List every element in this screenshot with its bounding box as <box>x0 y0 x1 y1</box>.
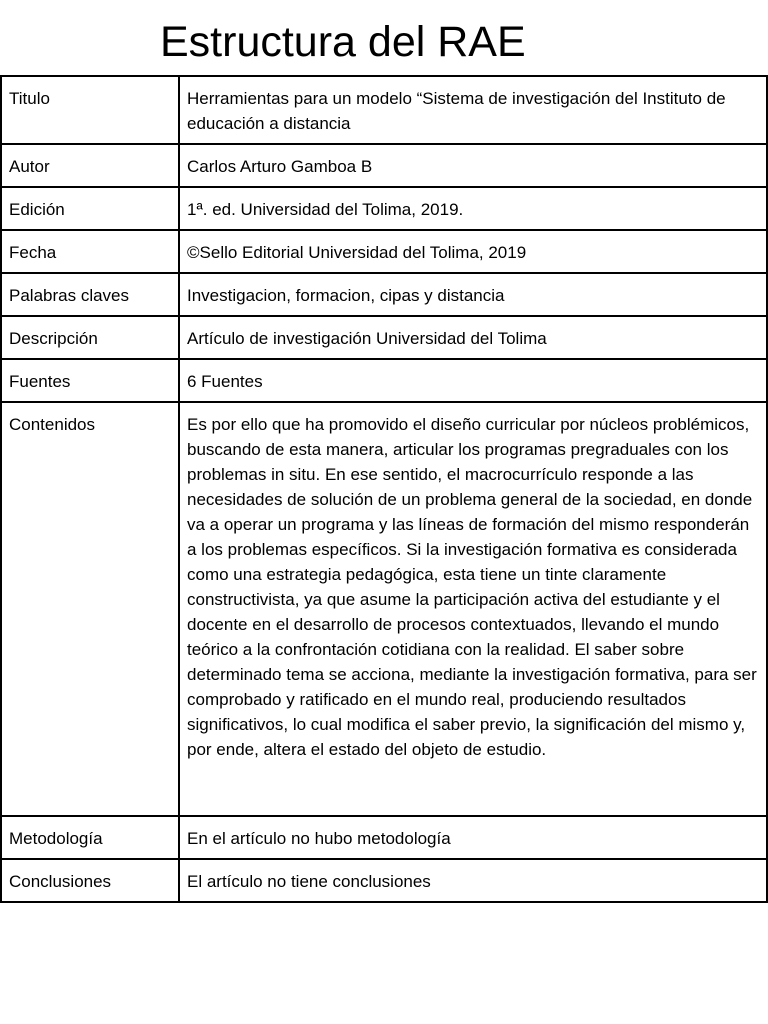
rae-table <box>0 75 768 903</box>
table-row-conclusiones <box>1 859 767 902</box>
row-label-fecha: Fecha <box>1 230 179 273</box>
row-value-contenidos: Es por ello que ha promovido el diseño curricular por núcleos problémicos, buscando de esta manera, articular los programas pregraduales con los problemas in situ. En ese sentido, el macrocurrículo responde a las necesidades de solución de un problema general de la sociedad, en donde va a operar un programa y las líneas de formación del mismo responderán a los problemas específicos. Si la investigación formativa es considerada como una estrategia pedagógica, esta tiene un tinte claramente constructivista, ya que asume la participación activa del estudiante y el docente en el desarrollo de procesos contextuados, llevando el mundo teórico a la confrontación cotidiana con la realidad. El saber sobre determinado tema se acciona, mediante la investigación formativa, para ser comprobado y ratificado en el mundo real, produciendo resultados significativos, lo cual modifica el saber previo, la significación del mismo y, por ende, altera el estado del objeto de estudio. <box>179 402 767 816</box>
row-label-edicion: Edición <box>1 187 179 230</box>
row-label-palabras-claves: Palabras claves <box>1 273 179 316</box>
table-row-fecha <box>1 230 767 273</box>
row-label-metodologia: Metodología <box>1 816 179 859</box>
row-label-autor: Autor <box>1 144 179 187</box>
page-title: Estructura del RAE <box>160 18 526 66</box>
table-row-contenidos <box>1 402 767 816</box>
row-value-descripcion: Artículo de investigación Universidad del Tolima <box>179 316 767 359</box>
row-label-contenidos: Contenidos <box>1 402 179 816</box>
row-value-conclusiones: El artículo no tiene conclusiones <box>179 859 767 902</box>
row-value-autor: Carlos Arturo Gamboa B <box>179 144 767 187</box>
row-value-metodologia: En el artículo no hubo metodología <box>179 816 767 859</box>
row-value-palabras-claves: Investigacion, formacion, cipas y distancia <box>179 273 767 316</box>
table-row-palabras-claves <box>1 273 767 316</box>
row-label-titulo: Titulo <box>1 76 179 144</box>
table-row-fuentes <box>1 359 767 402</box>
row-label-descripcion: Descripción <box>1 316 179 359</box>
row-value-edicion: 1ª. ed. Universidad del Tolima, 2019. <box>179 187 767 230</box>
table-row-edicion <box>1 187 767 230</box>
row-label-fuentes: Fuentes <box>1 359 179 402</box>
row-value-titulo: Herramientas para un modelo “Sistema de investigación del Instituto de educación a distancia <box>179 76 767 144</box>
table-row-metodologia <box>1 816 767 859</box>
row-value-fuentes: 6 Fuentes <box>179 359 767 402</box>
table-row-autor <box>1 144 767 187</box>
row-label-conclusiones: Conclusiones <box>1 859 179 902</box>
row-value-fecha: ©Sello Editorial Universidad del Tolima, 2019 <box>179 230 767 273</box>
table-row-titulo <box>1 76 767 144</box>
table-row-descripcion <box>1 316 767 359</box>
